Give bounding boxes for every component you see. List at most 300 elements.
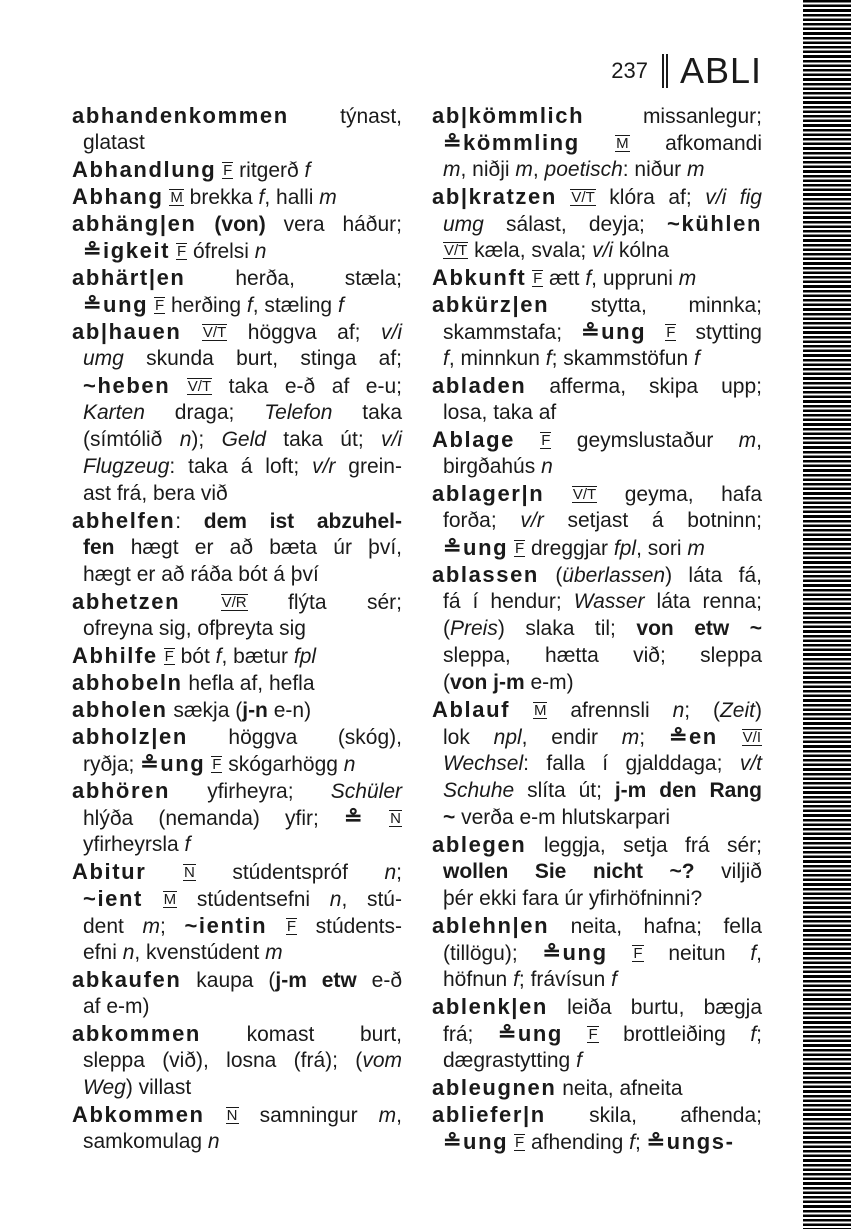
translation-text	[143, 888, 163, 911]
italic-label: n	[343, 753, 356, 776]
headword: ≗igkeit	[83, 238, 171, 263]
italic-label: Schüler	[330, 780, 402, 803]
translation-text: e-ð	[356, 969, 402, 992]
translation-text: ,	[756, 429, 762, 452]
translation-text: höfnun	[443, 968, 514, 991]
italic-label: f	[337, 294, 344, 317]
translation-text: af e-m)	[83, 995, 150, 1018]
headword: ~kühlen	[667, 211, 762, 236]
translation-text: e-n)	[267, 699, 312, 722]
entry-line	[432, 318, 762, 345]
translation-text: glatast	[83, 131, 145, 154]
bold-phrase: von etw ~	[636, 617, 762, 640]
entry-line	[72, 237, 402, 264]
italic-label: Preis	[450, 617, 498, 640]
italic-label: m	[686, 158, 705, 181]
entry-line	[432, 696, 762, 723]
translation-text: afrennsli	[547, 699, 673, 722]
gender-box: V/R	[221, 594, 247, 611]
headword: abhobeln	[72, 670, 183, 695]
headword: Ablage	[432, 427, 515, 452]
bold-phrase: j-m etw	[275, 969, 357, 992]
italic-label: Karten	[83, 401, 145, 424]
gender-box: F	[515, 1134, 525, 1151]
dictionary-entry	[432, 696, 762, 831]
translation-text: geyma, hafa	[597, 483, 763, 506]
translation-text: , sori	[636, 537, 688, 560]
translation-text: stytta, minnka;	[549, 294, 762, 317]
gender-box: M	[616, 135, 629, 152]
guide-word: ABLI	[679, 50, 762, 91]
entry-line	[432, 831, 762, 858]
italic-label: f	[443, 347, 449, 370]
italic-label: f	[750, 1023, 757, 1046]
translation-text: ,	[756, 942, 762, 965]
italic-label: npl	[493, 726, 522, 749]
gender-box: F	[155, 297, 165, 314]
translation-text: ;	[634, 1131, 647, 1154]
italic-label: f	[629, 1131, 635, 1154]
italic-label: n	[672, 699, 685, 722]
entry-line	[432, 858, 762, 885]
dictionary-entry	[72, 1020, 402, 1101]
entry-line	[72, 318, 402, 345]
headword: ≗ungs-	[646, 1129, 735, 1154]
dictionary-entry	[72, 858, 402, 966]
translation-text: kaupa (	[181, 969, 276, 992]
translation-text: fá í hendur;	[443, 590, 574, 613]
headword: ≗ung	[83, 292, 149, 317]
translation-text: ) slaka til;	[497, 617, 637, 640]
translation-text: höggva (skóg),	[187, 726, 402, 749]
italic-label: m	[678, 267, 697, 290]
dictionary-entry	[72, 588, 402, 642]
translation-text: kólna	[613, 239, 670, 262]
translation-text	[205, 1104, 226, 1127]
entry-line	[432, 1074, 762, 1101]
headword: abkommen	[72, 1021, 201, 1046]
dictionary-entry	[72, 669, 402, 696]
entry-line	[72, 696, 402, 723]
headword: abholen	[72, 697, 168, 722]
dictionary-entry	[72, 966, 402, 1020]
italic-label: f	[545, 347, 552, 370]
translation-text: sækja (	[167, 699, 243, 722]
gender-box: F	[164, 648, 174, 665]
translation-text: ;	[756, 1023, 762, 1046]
translation-text: );	[191, 428, 222, 451]
headword: ablehn|en	[432, 913, 550, 938]
entry-line	[432, 264, 762, 291]
italic-label: n	[179, 428, 192, 451]
translation-text: ; skammstöfun	[551, 347, 694, 370]
italic-label: f	[304, 159, 311, 182]
translation-text	[364, 807, 389, 830]
entry-line	[72, 912, 402, 939]
entry-line	[72, 1101, 402, 1128]
translation-text: skila, afhenda;	[545, 1104, 762, 1127]
italic-label: Wechsel	[443, 752, 524, 775]
headword: abhäng|en	[72, 211, 197, 236]
translation-text: samningur	[238, 1104, 379, 1127]
headword: ≗ung	[443, 535, 509, 560]
entry-line	[432, 399, 762, 426]
gender-box: F	[176, 243, 187, 260]
entry-line	[432, 372, 762, 399]
headword: Abhang	[72, 184, 164, 209]
headword: ≗en	[668, 724, 718, 749]
headword: abhandenkommen	[72, 103, 289, 128]
translation-text: yfirheyra;	[170, 780, 331, 803]
italic-label: f	[184, 833, 191, 856]
translation-text: (símtólið	[83, 428, 180, 451]
translation-text	[146, 861, 183, 884]
entry-line	[72, 669, 402, 696]
dictionary-entry	[432, 102, 762, 183]
entry-line	[72, 588, 402, 615]
dictionary-entry	[432, 372, 762, 426]
entry-line	[72, 210, 402, 237]
italic-label: fpl	[613, 537, 637, 560]
gender-box: N	[226, 1107, 238, 1124]
entry-line	[72, 858, 402, 885]
translation-text: (	[443, 617, 450, 640]
gender-box: V/I	[742, 729, 761, 746]
italic-label: überlassen	[562, 564, 666, 587]
translation-text: flýta sér;	[247, 591, 402, 614]
bold-phrase: dem ist abzuhel-	[203, 510, 402, 533]
translation-text: efni	[83, 941, 123, 964]
entry-line	[72, 102, 402, 129]
translation-text: sleppa, hætta við; sleppa	[443, 644, 762, 667]
headword: ≗ung	[542, 940, 608, 965]
italic-label: n	[254, 240, 267, 263]
headword: ≗ung	[581, 319, 647, 344]
translation-text: : taka á loft;	[169, 455, 313, 478]
dictionary-entry	[72, 723, 402, 777]
translation-text: missanlegur;	[584, 105, 762, 128]
italic-label: f	[215, 645, 222, 668]
entry-line	[432, 561, 762, 588]
italic-label: m	[378, 1104, 397, 1127]
gender-box: M	[163, 891, 177, 908]
translation-text: klóra af;	[595, 186, 706, 209]
gender-box: N	[183, 864, 195, 881]
thumb-index-stripes	[803, 0, 851, 1229]
translation-text: setjast á botninn;	[543, 509, 762, 532]
entry-line	[432, 426, 762, 453]
dictionary-entry	[432, 480, 762, 561]
translation-text: ast frá, bera við	[83, 482, 228, 505]
translation-text: samkomulag	[83, 1130, 208, 1153]
translation-text	[580, 132, 615, 155]
italic-label: fpl	[293, 645, 317, 668]
italic-label: umg	[83, 347, 124, 370]
gender-box: V/T	[202, 324, 227, 341]
italic-label: n	[207, 1130, 220, 1153]
entry-line	[432, 642, 762, 669]
entry-line	[432, 966, 762, 993]
headword: ablegen	[432, 832, 527, 857]
translation-text: afferma, skipa upp;	[526, 375, 762, 398]
gender-box: F	[223, 162, 233, 179]
translation-text: , minnkun	[448, 347, 546, 370]
headword: ablenk|en	[432, 994, 548, 1019]
translation-text: , stæling	[252, 294, 338, 317]
gender-box: F	[666, 324, 676, 341]
translation-text: draga;	[144, 401, 265, 424]
dictionary-entry	[432, 264, 762, 291]
dictionary-entry	[72, 264, 402, 318]
entry-line	[72, 939, 402, 966]
dictionary-column-right	[432, 102, 762, 1155]
page-header	[611, 50, 762, 92]
translation-text: : falla í gjalddaga;	[523, 752, 740, 775]
translation-text: láta renna;	[644, 590, 763, 613]
headword: abladen	[432, 373, 527, 398]
entry-line	[72, 399, 402, 426]
headword: ~ient	[83, 886, 143, 911]
headword: Abkunft	[432, 265, 527, 290]
headword: ~heben	[83, 373, 171, 398]
headword: Ablauf	[432, 697, 511, 722]
dictionary-entry	[72, 318, 402, 507]
translation-text: viljið	[694, 860, 762, 883]
headword: ableugnen	[432, 1075, 557, 1100]
translation-text: ; (	[684, 699, 720, 722]
dictionary-entry	[432, 291, 762, 372]
translation-text: ) láta fá,	[665, 564, 762, 587]
translation-text: ;	[639, 726, 669, 749]
gender-box: V/T	[572, 486, 597, 503]
translation-text: :	[175, 510, 204, 533]
translation-text: skunda burt, stinga af;	[123, 347, 402, 370]
translation-text: týnast,	[288, 105, 402, 128]
translation-text: hlýða (nemanda) yfir;	[83, 807, 344, 830]
translation-text	[544, 483, 572, 506]
translation-text: yfirheyrsla	[83, 833, 185, 856]
headword: abhärt|en	[72, 265, 186, 290]
translation-text: ; frávísun	[518, 968, 612, 991]
entry-line	[72, 804, 402, 831]
italic-label: m	[265, 941, 283, 964]
headword: ~ientin	[184, 913, 268, 938]
entry-line	[432, 939, 762, 966]
entry-line	[72, 750, 402, 777]
entry-line	[72, 264, 402, 291]
translation-text: höggva af;	[227, 321, 381, 344]
translation-text: afkomandi	[629, 132, 762, 155]
entry-line	[432, 669, 762, 696]
entry-line	[72, 426, 402, 453]
entry-line	[432, 993, 762, 1020]
headword: Abhilfe	[72, 643, 158, 668]
translation-text: leggja, setja frá sér;	[526, 834, 762, 857]
italic-label: f	[258, 186, 265, 209]
dictionary-column-left	[72, 102, 402, 1155]
headword: ≗ung	[497, 1021, 563, 1046]
translation-text: birgðahús	[443, 455, 542, 478]
translation-text: , uppruni	[591, 267, 679, 290]
translation-text: hægt er að bæta úr því,	[114, 536, 402, 559]
entry-line	[432, 345, 762, 372]
translation-text	[180, 591, 220, 614]
italic-label: Wasser	[573, 590, 645, 613]
headword: abliefer|n	[432, 1102, 546, 1127]
entry-line	[432, 210, 762, 237]
translation-text: ,	[396, 1104, 403, 1127]
entry-line	[432, 129, 762, 156]
headword: Abitur	[72, 859, 147, 884]
bold-phrase: wollen Sie nicht ~?	[443, 860, 695, 883]
entry-line	[72, 156, 402, 183]
translation-text	[181, 321, 202, 344]
entry-line	[72, 183, 402, 210]
translation-text: taka e-ð af e-u;	[212, 375, 402, 398]
italic-label: n	[329, 888, 342, 911]
dictionary-entry	[72, 777, 402, 858]
headword: ab|kratzen	[432, 184, 557, 209]
translation-text: brekka	[183, 186, 259, 209]
entry-line	[432, 615, 762, 642]
headword: abhören	[72, 778, 170, 803]
translation-text: geymslustaður	[551, 429, 739, 452]
double-bar-divider	[662, 54, 668, 88]
dictionary-entry	[432, 1074, 762, 1101]
bold-phrase: von j-m	[450, 671, 525, 694]
gender-box: F	[633, 945, 643, 962]
italic-label: m	[319, 186, 337, 209]
gender-box: F	[212, 756, 222, 773]
translation-text: skammstafa;	[443, 321, 582, 344]
italic-label: Geld	[221, 428, 266, 451]
bold-phrase: j-n	[242, 699, 268, 722]
translation-text: (tillögu);	[443, 942, 543, 965]
gender-box: F	[541, 432, 551, 449]
translation-text: )	[755, 699, 762, 722]
translation-text: slíta út;	[514, 779, 615, 802]
italic-label: poetisch	[544, 158, 623, 181]
italic-label: vom	[362, 1049, 402, 1072]
italic-label: m	[515, 158, 533, 181]
italic-label: v/i	[381, 321, 402, 344]
translation-text: ryðja;	[83, 753, 141, 776]
translation-text: kæla, svala;	[468, 239, 593, 262]
gender-box: N	[390, 810, 401, 827]
entry-line	[432, 1047, 762, 1074]
bold-phrase: fen	[83, 536, 115, 559]
translation-text: , stú-	[341, 888, 402, 911]
translation-text: e-m)	[524, 671, 574, 694]
translation-text: dent	[83, 915, 143, 938]
italic-label: m	[443, 158, 461, 181]
translation-text	[563, 1023, 587, 1046]
entry-line	[72, 1047, 402, 1074]
italic-label: f	[513, 968, 519, 991]
translation-text: ;	[160, 915, 185, 938]
headword: ≗ung	[140, 751, 206, 776]
italic-label: m	[738, 429, 757, 452]
italic-label: v/i fig	[705, 186, 762, 209]
translation-text: : niður	[622, 158, 687, 181]
translation-text: grein-	[335, 455, 402, 478]
translation-text: , endir	[521, 726, 622, 749]
translation-text	[510, 699, 533, 722]
entry-line	[432, 291, 762, 318]
translation-text: ) villast	[125, 1076, 192, 1099]
translation-text: frá;	[443, 1023, 498, 1046]
translation-text: leiða burtu, bægja	[547, 996, 762, 1019]
translation-text: neitun	[643, 942, 751, 965]
translation-text: dreggjar	[525, 537, 614, 560]
entry-line	[72, 534, 402, 561]
entry-line	[72, 642, 402, 669]
entry-line	[432, 507, 762, 534]
entry-line	[72, 129, 402, 156]
entry-line	[72, 291, 402, 318]
italic-label: v/t	[739, 752, 762, 775]
italic-label: f	[576, 1049, 582, 1072]
headword: ablager|n	[432, 481, 545, 506]
gender-box: F	[515, 540, 525, 557]
translation-text: ófrelsi	[187, 240, 255, 263]
translation-text: ritgerð	[233, 159, 305, 182]
entry-line	[72, 372, 402, 399]
italic-label: n	[122, 941, 135, 964]
italic-label: m	[687, 537, 705, 560]
dictionary-entry	[72, 507, 402, 588]
translation-text: , kvenstúdent	[134, 941, 266, 964]
entry-line	[72, 723, 402, 750]
translation-text: sálast, deyja;	[483, 213, 668, 236]
gender-box: F	[588, 1026, 598, 1043]
entry-line	[432, 237, 762, 264]
headword: ≗ung	[443, 1129, 509, 1154]
dictionary-entry	[432, 426, 762, 480]
translation-text: komast burt,	[200, 1023, 402, 1046]
translation-text: taka út;	[265, 428, 381, 451]
headword: abkaufen	[72, 967, 182, 992]
entry-line	[72, 885, 402, 912]
headword: Abhandlung	[72, 157, 217, 182]
entry-line	[72, 777, 402, 804]
italic-label: m	[621, 726, 640, 749]
translation-text: stúdentspróf	[195, 861, 385, 884]
entry-line	[72, 1128, 402, 1155]
gender-box: V/T	[444, 242, 468, 259]
entry-line	[432, 588, 762, 615]
italic-label: f	[611, 968, 617, 991]
italic-label: m	[142, 915, 160, 938]
translation-text: brottleiðing	[598, 1023, 751, 1046]
entry-line	[432, 480, 762, 507]
translation-text	[557, 186, 571, 209]
italic-label: n	[384, 861, 397, 884]
dictionary-entry	[72, 1101, 402, 1155]
dictionary-entry	[432, 831, 762, 912]
translation-text: stúdents-	[296, 915, 402, 938]
italic-label: f	[750, 942, 757, 965]
translation-text: taka	[332, 401, 403, 424]
translation-text: (	[538, 564, 563, 587]
translation-text: herðing	[165, 294, 247, 317]
translation-text: lok	[443, 726, 494, 749]
translation-text: herða, stæla;	[185, 267, 402, 290]
italic-label: f	[585, 267, 592, 290]
headword: abhelfen	[72, 508, 176, 533]
translation-text	[170, 375, 187, 398]
entry-line	[432, 777, 762, 804]
